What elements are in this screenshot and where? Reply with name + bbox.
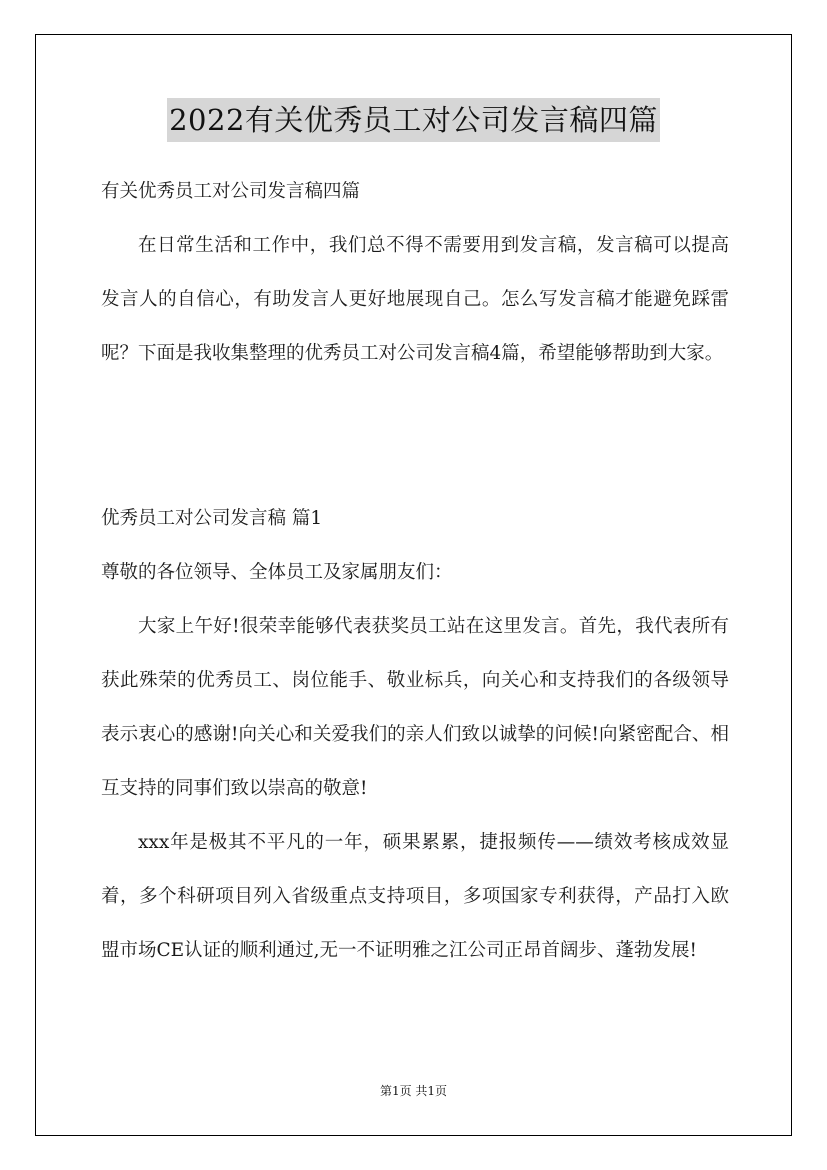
intro-paragraph: 在日常生活和工作中，我们总不得不需要用到发言稿，发言稿可以提高发言人的自信心，有助发言人更好地展现自己。怎么写发言稿才能避免踩雷呢？下面是我收集整理的优秀员工对公司发言稿4篇，希望能够帮助到大家。 [101,235,729,364]
document-body [101,165,729,381]
salutation: 尊敬的各位领导、全体员工及家属朋友们： [101,562,453,583]
subtitle: 有关优秀员工对公司发言稿四篇 [101,181,361,202]
body-paragraph-1: 大家上午好!很荣幸能够代表获奖员工站在这里发言。首先，我代表所有获此殊荣的优秀员工、岗位能手、敬业标兵，向关心和支持我们的各级领导表示衷心的感谢!向关心和关爱我们的亲人们致以诚挚的问候!向紧密配合、相互支持的同事们致以崇高的敬意! [101,616,729,799]
page-footer: 第1页 共1页 [379,1084,448,1098]
document-title: 2022有关优秀员工对公司发言稿四篇 [167,98,660,142]
section-heading: 优秀员工对公司发言稿 篇1 [101,508,323,529]
body-paragraph-2: xxx年是极其不平凡的一年，硕果累累，捷报频传——绩效考核成效显着，多个科研项目列入省级重点支持项目，多项国家专利获得，产品打入欧盟市场CE认证的顺利通过,无一不证明雅之江公司正昂首阔步、蓬勃发展! [101,832,729,961]
section-1 [101,492,729,978]
title-container [0,98,827,142]
